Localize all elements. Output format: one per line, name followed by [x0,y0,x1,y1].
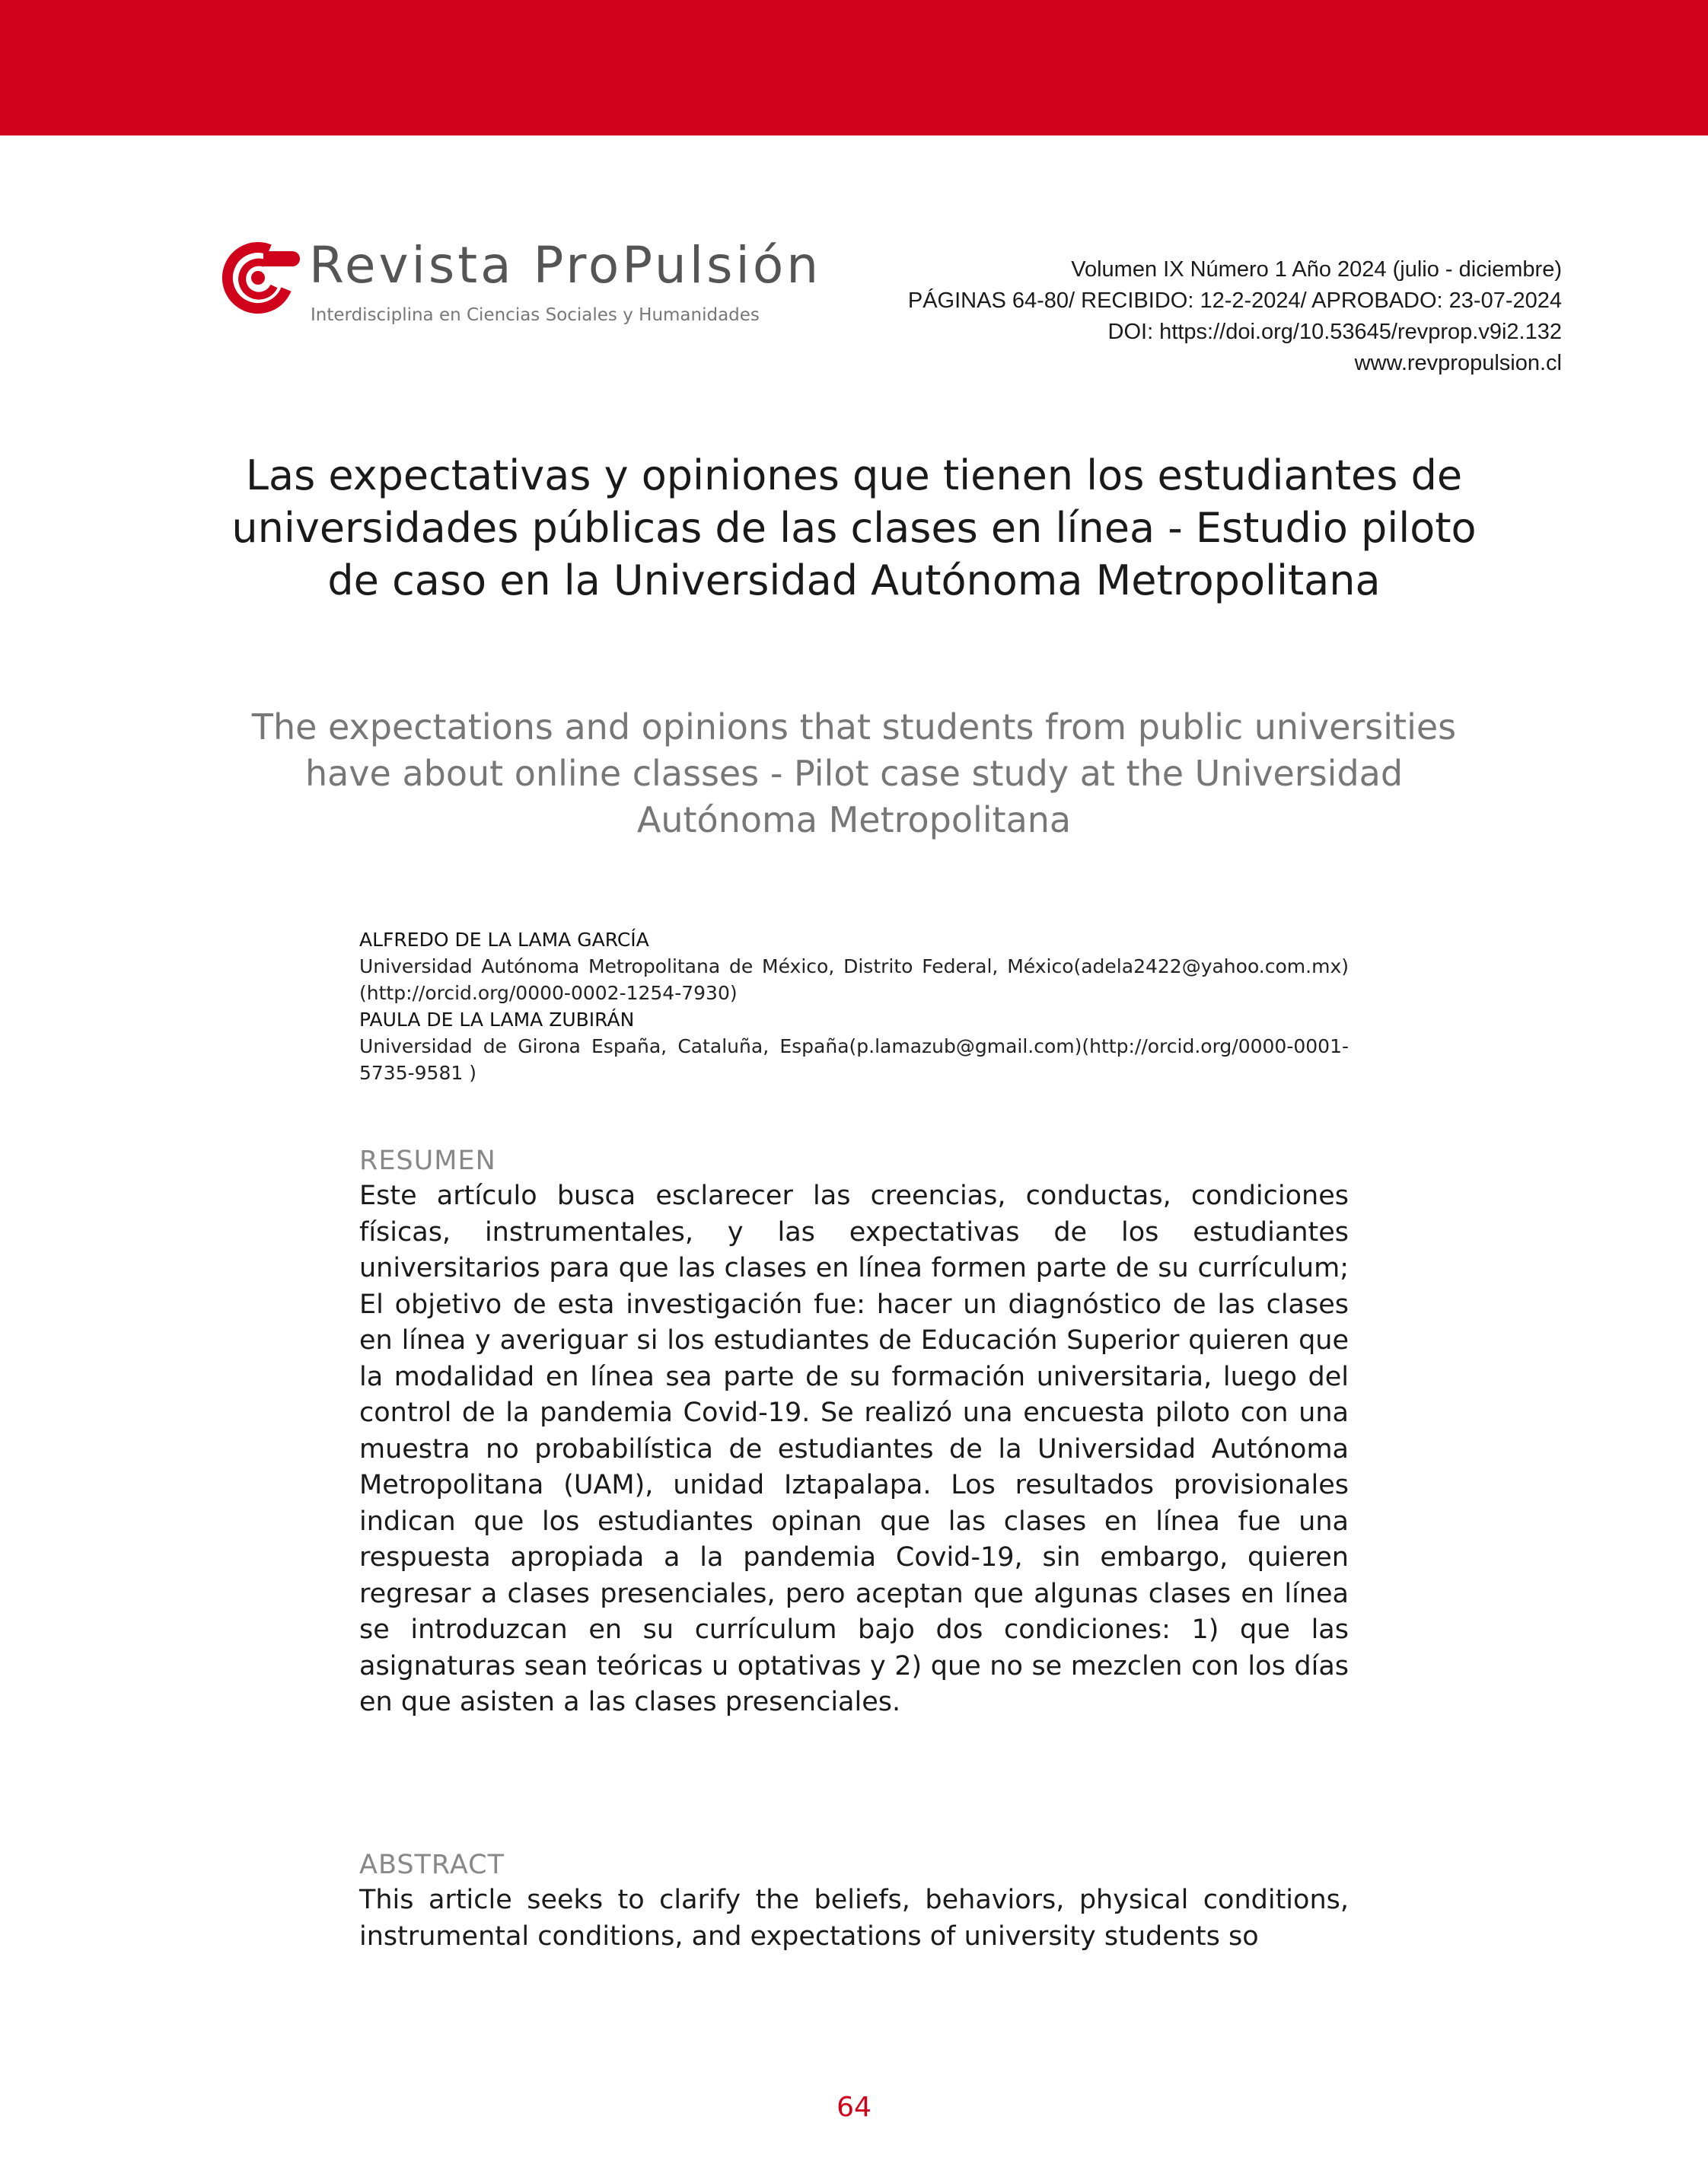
author-name: ALFREDO DE LA LAMA GARCÍA [359,929,649,951]
journal-title: Revista ProPulsión [309,236,822,295]
journal-subtitle: Interdisciplina en Ciencias Sociales y Humanidades [311,305,760,325]
journal-logo [216,236,822,335]
issue-volume-line: Volumen IX Número 1 Año 2024 (julio - diciembre) [1071,257,1562,282]
page-number: 64 [836,2092,872,2123]
article-title-spanish: Las expectativas y opiniones que tienen los estudiantes de universidades públicas de las clases en línea - Estudio piloto de caso en la Universidad Autónoma Metropolitana [231,451,1477,604]
resumen-heading: RESUMEN [359,1146,496,1176]
abstract-heading: ABSTRACT [359,1850,505,1880]
issue-website-line[interactable]: www.revpropulsion.cl [1354,351,1562,375]
issue-pages-line: PÁGINAS 64-80/ RECIBIDO: 12-2-2024/ APROBADO: 23-07-2024 [907,288,1562,313]
article-title-english: The expectations and opinions that students from public universities have about online classes - Pilot case study at the Universidad Autónoma Metropolitana [251,706,1457,840]
author-affiliation: Universidad Autónoma Metropolitana de México, Distrito Federal, México(adela2422@yahoo.com.mx)(http://orcid.org/0000-0002-1254-7930) [359,955,1349,1004]
issue-doi-line[interactable]: DOI: https://doi.org/10.53645/revprop.v9i2.132 [1107,320,1562,344]
issue-info [816,254,1562,379]
journal-logo-mark-icon [216,236,300,320]
author-name: PAULA DE LA LAMA ZUBIRÁN [359,1009,635,1031]
abstract-section [359,1847,1349,1955]
author-affiliation: Universidad de Girona España, Cataluña, España(p.lamazub@gmail.com)(http://orcid.org/0000-0001-5735-9581 ) [359,1035,1349,1084]
top-color-band [0,0,1708,135]
abstract-text: This article seeks to clarify the beliefs, behaviors, physical conditions, instrumental conditions, and expectations of university students so [359,1885,1349,1952]
resumen-text: Este artículo busca esclarecer las creencias, conductas, condiciones físicas, instrumentales, y las expectativas de los estudiantes universitarios para que las clases en línea formen parte de su currículum; El objetivo de esta investigación fue: hacer un diagnóstico de las clases en línea y averiguar si los estudiantes de Educación Superior quieren que la modalidad en línea sea parte de su formación universitaria, luego del control de la pandemia Covid-19. Se realizó una encuesta piloto con una muestra no probabilística de estudiantes de la Universidad Autónoma Metropolitana (UAM), unidad Iztapalapa. Los resultados provisionales indican que los estudiantes opinan que las clases en línea fue una respuesta apropiada a la pandemia Covid-19, sin embargo, quieren regresar a clases presenciales, pero aceptan que algunas clases en línea se introduzcan en su currículum bajo dos condiciones: 1) que las asignaturas sean teóricas u optativas y 2) que no se mezclen con los días en que asisten a las clases presenciales. [359,1181,1349,1717]
author-list [359,926,1349,1086]
resumen-section [359,1143,1349,1721]
